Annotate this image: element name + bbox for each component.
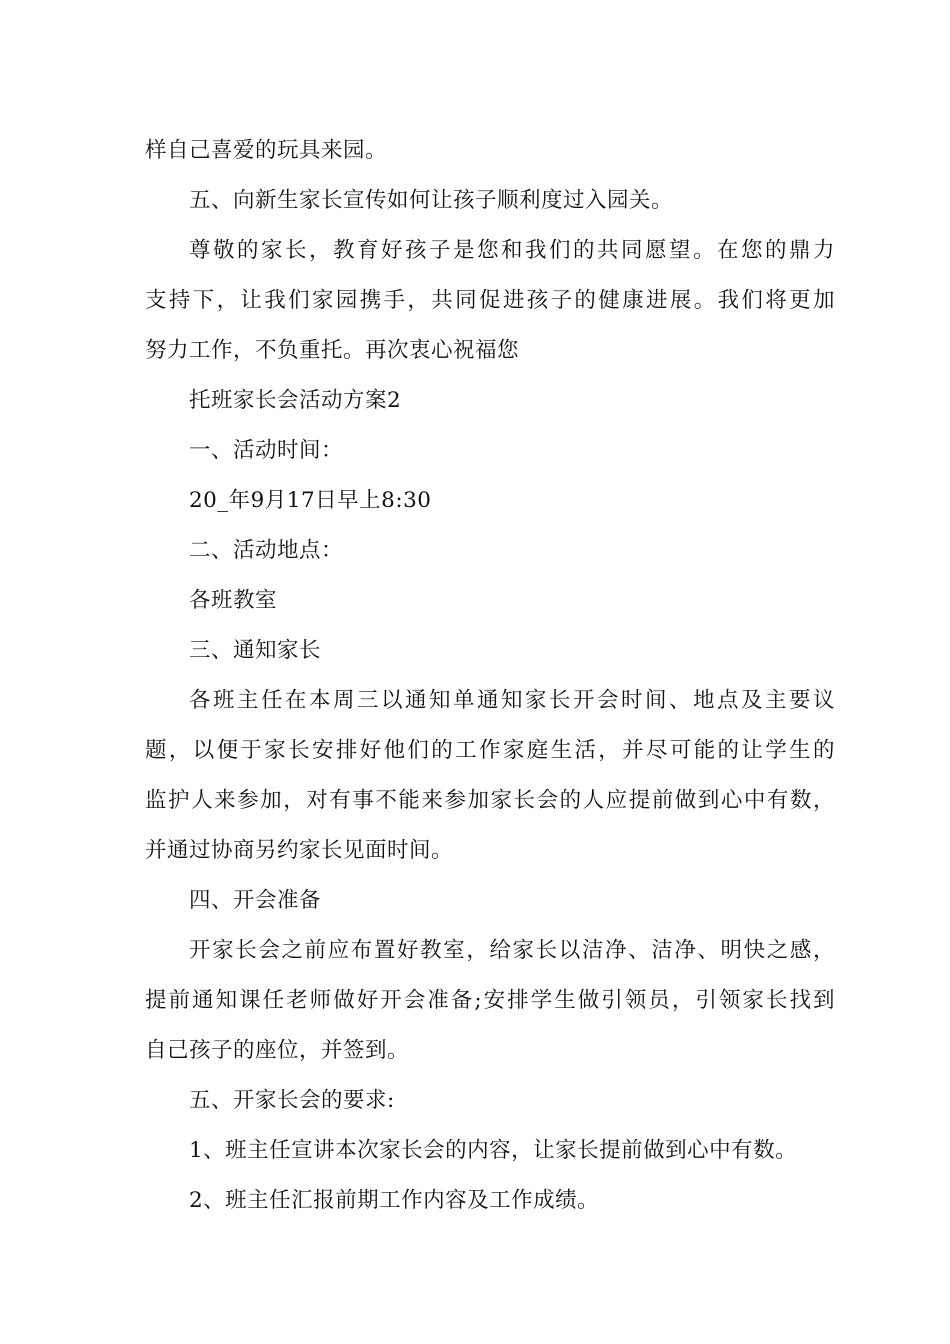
list-item: 2、班主任汇报前期工作内容及工作成绩。 — [189, 1188, 600, 1213]
paragraph-line: 各班教室 — [189, 588, 278, 613]
section-heading: 四、开会准备 — [189, 888, 322, 913]
section-heading: 二、活动地点： — [189, 538, 344, 563]
paragraph-line: 题，以便于家长安排好他们的工作家庭生活，并尽可能的让学生的 — [145, 738, 835, 763]
paragraph-line: 各班主任在本周三以通知单通知家长开会时间、地点及主要议 — [189, 688, 835, 713]
paragraph-line: 样自己喜爱的玩具来园。 — [145, 138, 388, 163]
paragraph-line: 20_年9月17日早上8:30 — [189, 488, 432, 513]
section-heading: 五、向新生家长宣传如何让孩子顺利度过入园关。 — [189, 188, 674, 213]
section-heading: 五、开家长会的要求: — [189, 1088, 395, 1113]
document-title: 托班家长会活动方案2 — [189, 388, 402, 413]
paragraph-line: 并通过协商另约家长见面时间。 — [145, 838, 454, 863]
section-heading: 一、活动时间： — [189, 438, 344, 463]
paragraph-line: 支持下，让我们家园携手，共同促进孩子的健康进展。我们将更加 — [145, 288, 835, 313]
paragraph-line: 监护人来参加，对有事不能来参加家长会的人应提前做到心中有数， — [145, 788, 835, 813]
paragraph-line: 尊敬的家长，教育好孩子是您和我们的共同愿望。在您的鼎力 — [189, 238, 835, 263]
paragraph-line: 努力工作，不负重托。再次衷心祝福您 — [145, 338, 520, 363]
paragraph-line: 提前通知课任老师做好开会准备;安排学生做引领员，引领家长找到 — [145, 988, 835, 1013]
paragraph-line: 开家长会之前应布置好教室，给家长以洁净、洁净、明快之感， — [189, 938, 835, 963]
section-heading: 三、通知家长 — [189, 638, 322, 663]
list-item: 1、班主任宣讲本次家长会的内容，让家长提前做到心中有数。 — [189, 1138, 798, 1163]
paragraph-line: 自己孩子的座位，并签到。 — [145, 1038, 410, 1063]
